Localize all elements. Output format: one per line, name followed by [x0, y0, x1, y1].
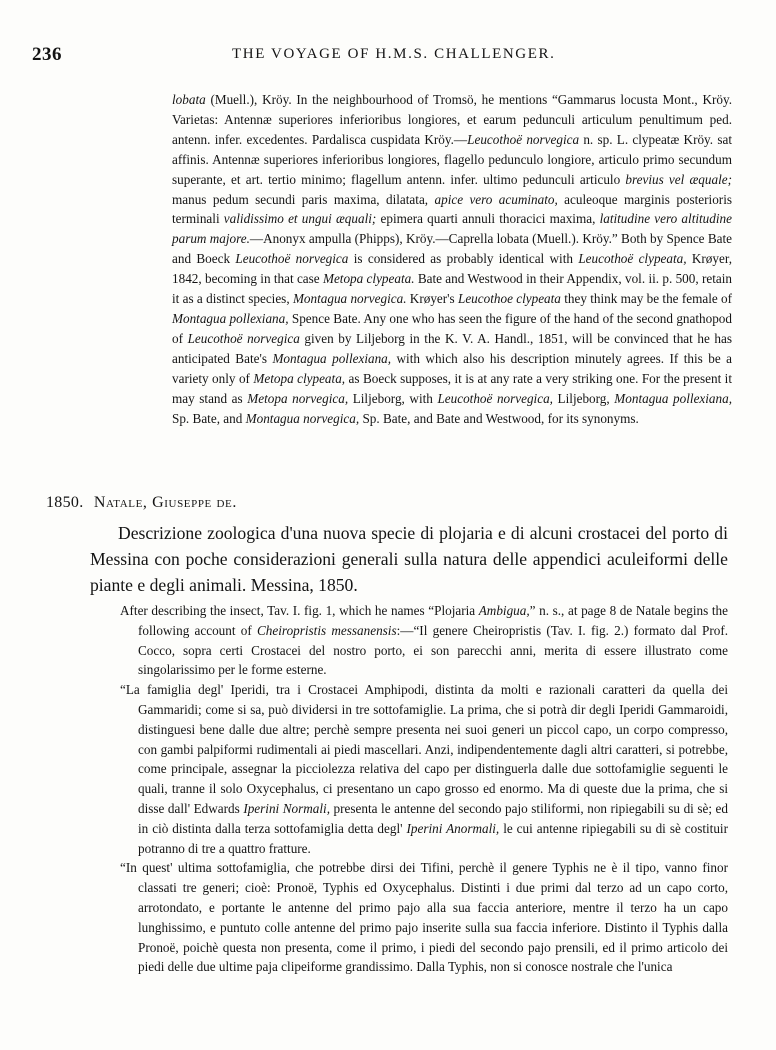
text-run: Sp. Bate, and	[172, 410, 246, 426]
paragraph	[172, 90, 732, 428]
italic-text: brevius vel æquale;	[625, 171, 732, 187]
text-run: n. sp. L. clypeatæ Kröy. sat affinis. Antennæ superiores inferioribus longiores, flagello pedunculo longiore, articulo primo secundum superante, et art. tertio minimo; flagellum antenn. infer. ultimo pedunculi articulo	[172, 131, 733, 187]
body-paragraph	[120, 680, 728, 858]
text-run: presenta le antenne del secondo pajo stiliformi, non ripiegabili su di sè; ed in ciò distinta dalla terza sottofamiglia detta degl'	[138, 800, 729, 836]
entry-year: 1850.	[46, 494, 84, 511]
text-run: Sp. Bate, and Bate and Westwood, for its synonyms.	[359, 410, 639, 426]
italic-text: Leucothoë norvegica	[235, 251, 349, 267]
italic-text: Montagua norvegica.	[292, 291, 407, 307]
italic-text: Leucothoë clypeata,	[578, 251, 687, 267]
entry-title-block	[90, 520, 728, 598]
page-number: 236	[32, 44, 62, 65]
text-run: :—“Il genere Cheiropristis (Tav. I. fig. 2.) formato dal Prof. Cocco, sopra certi Crostacei del nostro porto, ei son parecchi anni, merita di essere illustrato come singolarissimo per le forme esterne.	[138, 622, 729, 678]
text-run: Krøyer's	[406, 291, 458, 307]
bibliography-entry-heading	[46, 494, 237, 512]
entry-title: Descrizione zoologica d'una nuova specie di plojaria e di alcuni crostacei del porto di Messina con poche considerazioni generali sulla natura delle appendici aculeiformi delle piante e degli animali. Messina, 1850.	[90, 523, 728, 595]
italic-text: Metopa clypeata,	[253, 370, 346, 386]
text-run: Krøyer, 1842, becoming in that case	[172, 251, 732, 287]
italic-text: Metopa norvegica,	[247, 390, 349, 406]
body-paragraph	[120, 601, 728, 680]
text-run: as Boeck supposes, it is at any rate a very striking one. For the present it may stand as	[172, 370, 733, 406]
text-run: aculeoque marginis posterioris terminali	[172, 191, 732, 227]
italic-text: Montagua pollexiana,	[172, 310, 289, 326]
text-run: epimera quarti annuli thoracici maxima,	[376, 211, 600, 227]
italic-text: Montagua pollexiana,	[272, 350, 392, 366]
italic-text: lobata	[172, 92, 206, 107]
italic-text: Leucothoë norvegica,	[437, 390, 553, 406]
italic-text: Leucothoe clypeata	[457, 291, 561, 307]
italic-text: Leucothoë norvegica	[187, 330, 300, 346]
entry-body	[120, 601, 728, 977]
italic-text: Iperini Normali,	[243, 800, 331, 816]
continuation-text	[172, 90, 732, 428]
text-run: is considered as probably identical with	[348, 251, 579, 267]
italic-text: Iperini Anormali,	[406, 820, 500, 836]
entry-author: Natale, Giuseppe de.	[93, 494, 237, 511]
text-run: manus pedum secundi paris maxima, dilatata,	[172, 191, 435, 207]
text-run: Liljeborg, with	[348, 390, 438, 406]
text-run: (Muell.), Kröy. In the neighbourhood of Tromsö, he mentions “Gammarus locusta Mont., Kröy. Varietas: Antennæ superiores inferioribus longiores, et earum pedunculi articulum penultimum ped. antenn. infer. excedentes. Pardalisca cuspidata Kröy.—	[172, 92, 732, 147]
italic-text: Cheiropristis messanensis	[257, 622, 397, 638]
text-run: Spence Bate. Any one who has seen the figure of the hand of the second gnathopod of	[172, 310, 732, 346]
body-paragraph	[120, 858, 728, 977]
text-run: —Anonyx ampulla (Phipps), Kröy.—Caprella lobata (Muell.). Kröy.” Both by Spence Bate and Boeck	[172, 231, 733, 267]
text-run: Liljeborg,	[552, 390, 615, 406]
page-header	[0, 44, 776, 68]
text-run: Bate and Westwood in their Appendix, vol. ii. p. 500, retain it as a distinct species,	[172, 271, 732, 307]
italic-text: validissimo et ungui æquali;	[223, 211, 377, 227]
italic-text: apice vero acuminato,	[434, 191, 558, 207]
text-run: given by Liljeborg in the K. V. A. Handl., 1851, will be convinced that he has anticipated Bate's	[172, 330, 732, 366]
italic-text: Leucothoë norvegica	[467, 131, 580, 147]
italic-text: Montagua norvegica,	[245, 410, 360, 426]
text-run: they think may be the female of	[560, 291, 733, 307]
italic-text: Ambigua,	[478, 603, 530, 618]
running-head: THE VOYAGE OF H.M.S. CHALLENGER.	[232, 46, 556, 62]
italic-text: latitudine vero altitudine parum majore.	[172, 211, 732, 247]
text-run: After describing the insect, Tav. I. fig. 1, which he names “Plojaria	[120, 603, 479, 618]
text-run: “In quest' ultima sottofamiglia, che potrebbe dirsi dei Tifini, perchè il genere Typhis ne è il tipo, vanno finor classati tre generi; cioè: Pronoë, Typhis ed Oxycephalus. Distinti i due primi dal terzo ad un capo corto, arrotondato, e portante le antenne del primo pajo alla sua faccia anteriore, mentre il terzo ha un capo lunghissimo, e puntuto colle antenne del primo pajo inserite sulla sua faccia inferiore. Distinto il Typhis dalla Pronoë, poichè questa non presenta, come il primo, i piedi del secondo pajo prensili, ed il primo articolo dei piedi delle due ultime paja clipeiforme grandissimo. Dalla Typhis, non si conosce nostrale che l'unica	[120, 860, 728, 975]
italic-text: Metopa clypeata.	[322, 271, 415, 287]
text-run: le cui antenne ripiegabili su di sè costituir potranno di tre a quattro fratture.	[138, 820, 728, 856]
text-run: ” n. s., at page 8 de Natale begins the following account of	[138, 603, 729, 638]
italic-text: Montagua pollexiana,	[614, 390, 733, 406]
text-run: with which also his description minutely agrees. If this be a variety only of	[172, 350, 732, 386]
text-run: “La famiglia degl' Iperidi, tra i Crostacei Amphipodi, distinta da molti e razionali caratteri da quella dei Gammaridi; come si sa, può dividersi in tre sottofamiglie. La prima, che si potrà dir degli Iperidi Gammaroidi, distinguesi bene dalle due altre; perchè sempre presenta nei suoi generi un piccol capo, un corpo compresso, con gambi palpiformi rudimentali ai piedi mascellari. Anzi, indipendentemente dagli altri caratteri, si potrebbe, come principale, assegnar la picciolezza relativa del capo per distinguerla dalle due sottofamiglie seguenti le quali, tranne il solo Oxycephalus, ci presentano un capo grosso ed enormo. Ma di queste due la prima, che si disse dall' Edwards	[120, 682, 728, 816]
